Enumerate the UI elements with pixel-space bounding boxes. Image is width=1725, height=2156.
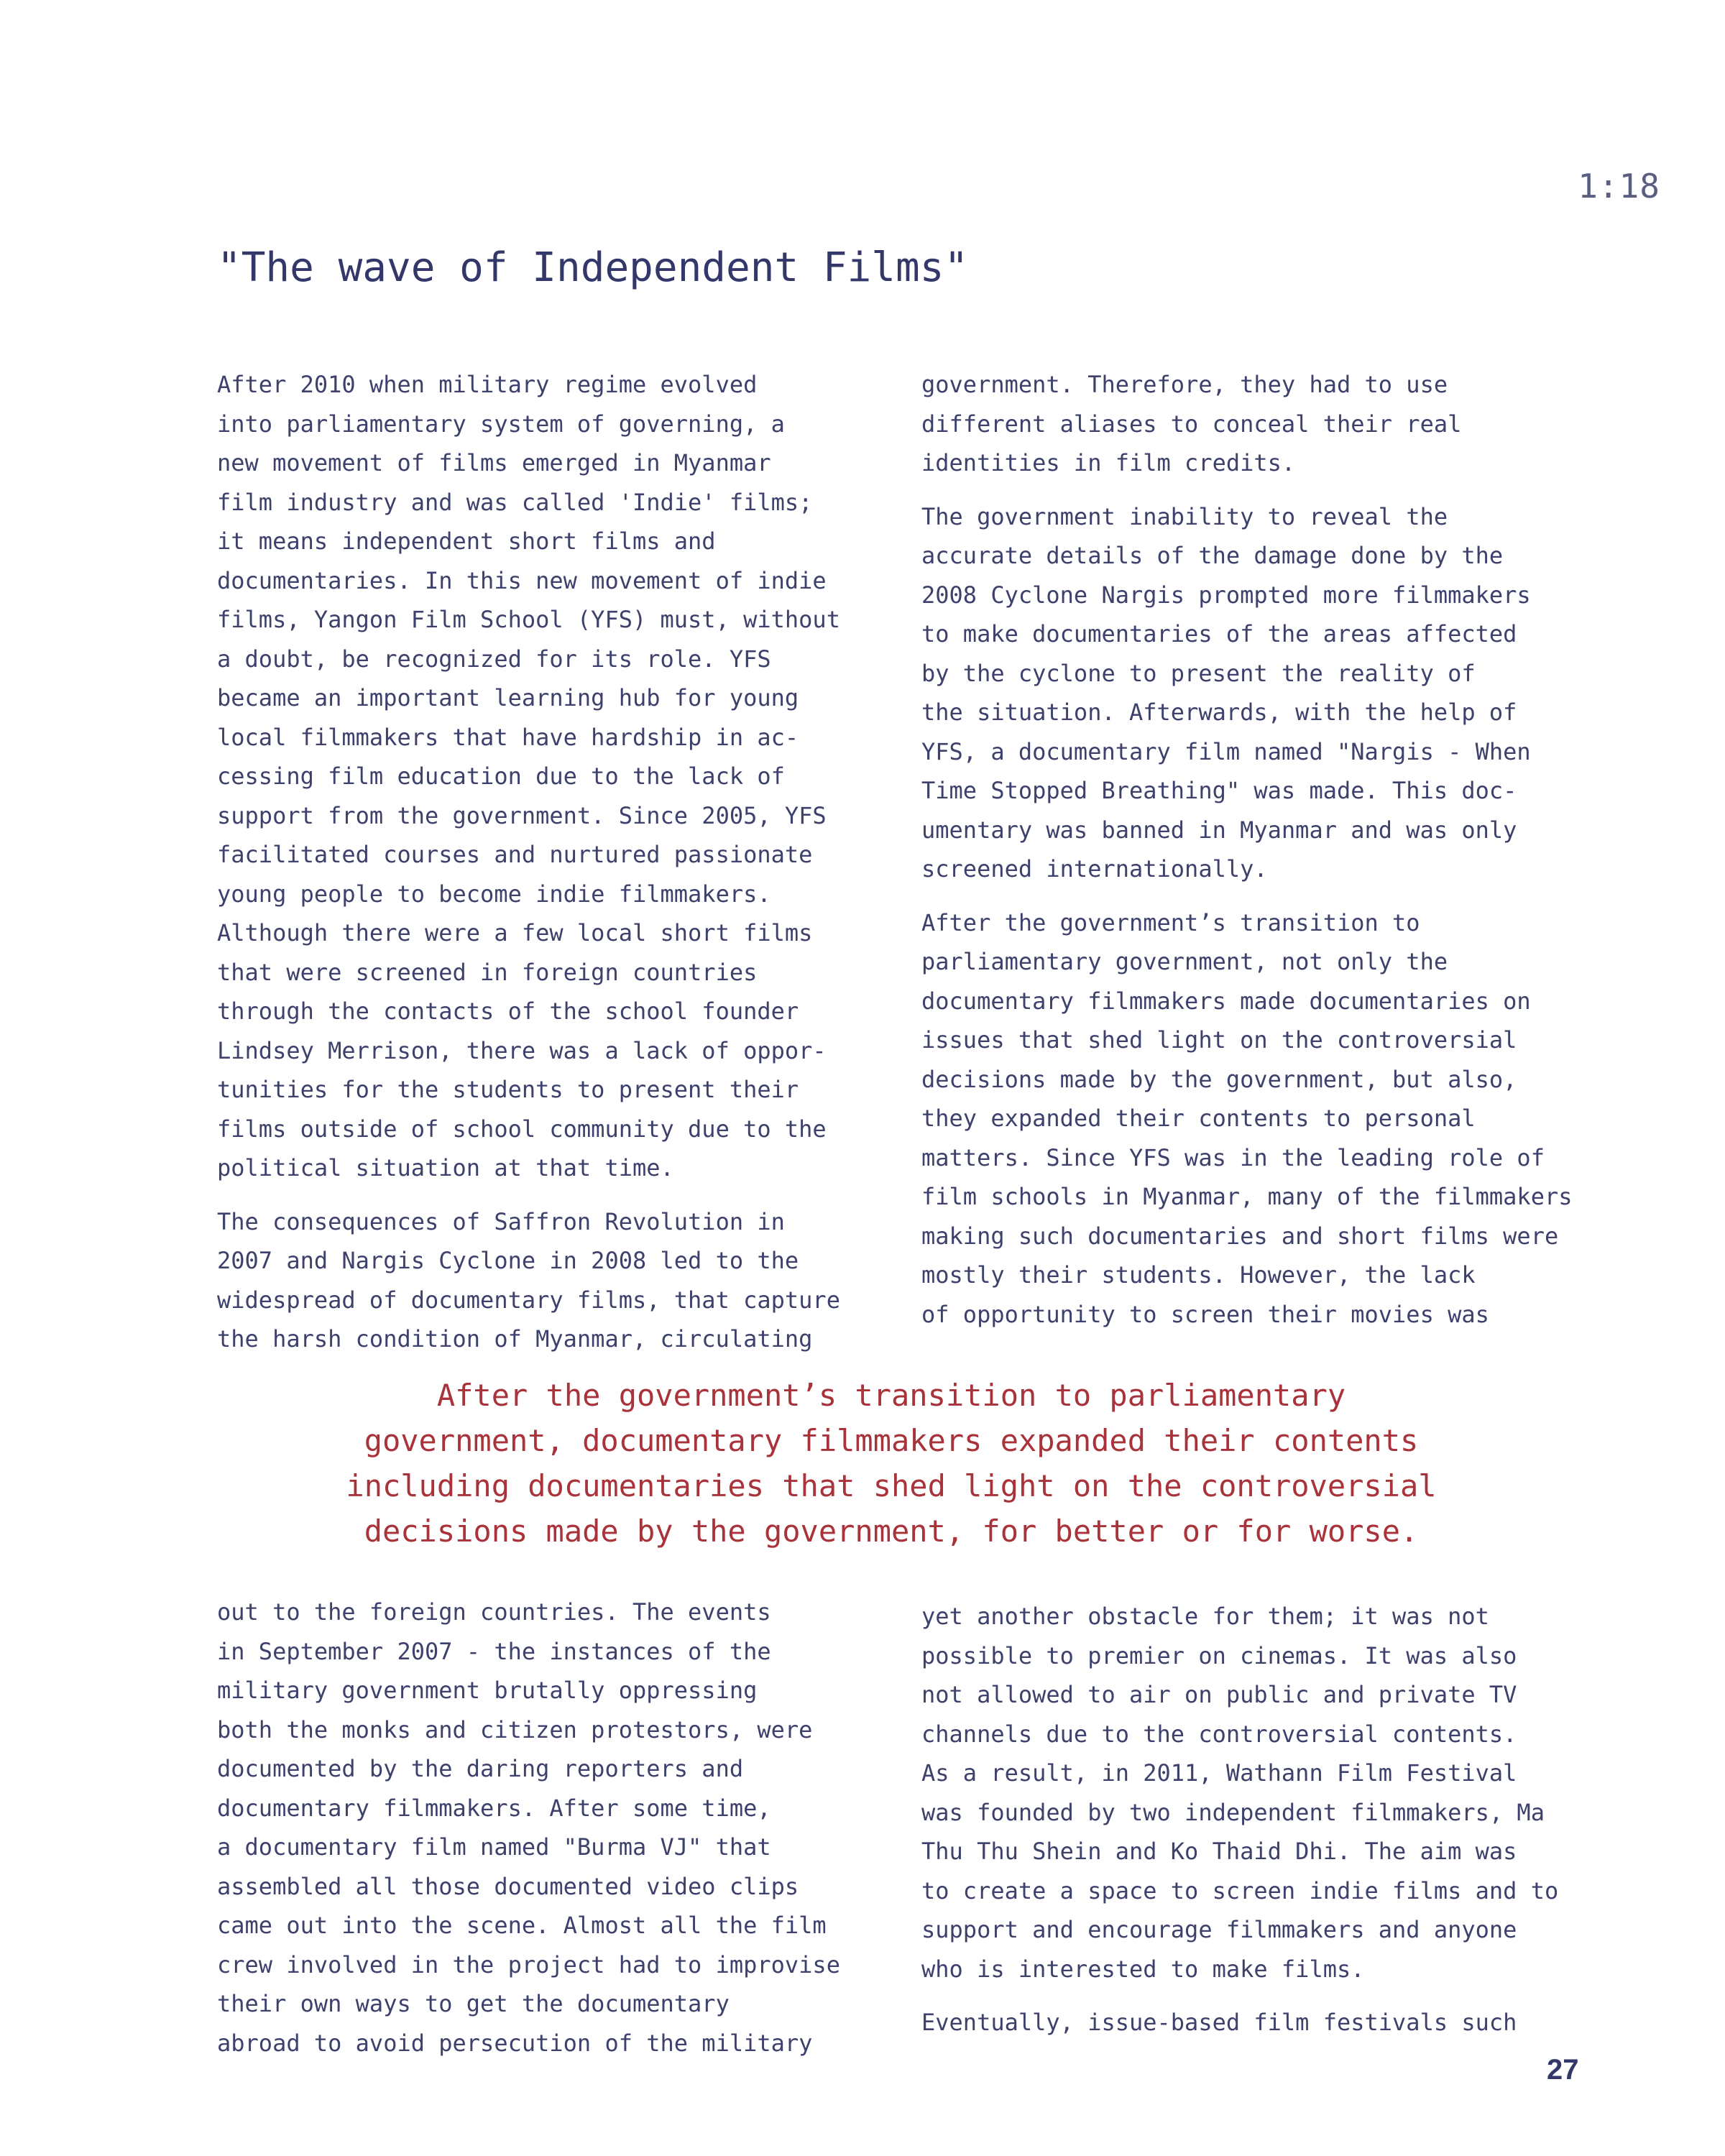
paragraph (921, 2003, 1597, 2042)
text-line: in September 2007 - the instances of the (217, 1637, 771, 1665)
paragraph (217, 1593, 893, 2063)
text-line: documentary filmmakers made documentaries on (921, 987, 1531, 1015)
text-line: Eventually, issue-based film festivals such (921, 2009, 1517, 2036)
text-line: military government brutally oppressing (217, 1677, 758, 1704)
text-line: umentary was banned in Myanmar and was only (921, 816, 1517, 844)
text-line: that were screened in foreign countries (217, 958, 758, 986)
text-line: tunities for the students to present their (217, 1076, 799, 1103)
text-line: to create a space to screen indie films and to (921, 1876, 1559, 1904)
text-line: to make documentaries of the areas affected (921, 620, 1517, 648)
text-line: they expanded their contents to personal (921, 1105, 1476, 1132)
text-line: through the contacts of the school founder (217, 998, 799, 1025)
text-line: parliamentary government, not only the (921, 948, 1448, 975)
text-line: Lindsey Merrison, there was a lack of oppor- (217, 1036, 827, 1064)
text-line: the situation. Afterwards, with the help of (921, 699, 1517, 726)
text-line: their own ways to get the documentary (217, 1990, 730, 2017)
text-line: the harsh condition of Myanmar, circulating (217, 1325, 813, 1353)
text-line: it means independent short films and (217, 528, 716, 555)
paragraph (217, 1202, 893, 1359)
text-line: The government inability to reveal the (921, 502, 1448, 530)
text-line: was founded by two independent filmmakers, Ma (921, 1798, 1545, 1826)
text-line: accurate details of the damage done by the (921, 542, 1504, 569)
text-line: Thu Thu Shein and Ko Thaid Dhi. The aim was (921, 1838, 1517, 1865)
text-line: yet another obstacle for them; it was not (921, 1603, 1489, 1630)
text-line: new movement of films emerged in Myanmar (217, 449, 771, 476)
text-line: films outside of school community due to the (217, 1115, 827, 1143)
text-line: assembled all those documented video clips (217, 1872, 799, 1900)
text-line: documentaries. In this new movement of indie (217, 566, 827, 594)
text-line: of opportunity to screen their movies was (921, 1300, 1489, 1328)
paragraph (921, 497, 1597, 889)
text-line: decisions made by the government, for better or for worse. (364, 1514, 1419, 1549)
text-line: who is interested to make films. (921, 1955, 1365, 1983)
text-line: became an important learning hub for young (217, 684, 799, 711)
text-line: film industry and was called 'Indie' films; (217, 488, 813, 516)
text-line: cessing film education due to the lack of (217, 763, 785, 790)
column-bottom-left (217, 1593, 893, 2077)
text-line: Time Stopped Breathing" was made. This doc- (921, 777, 1517, 804)
text-line: YFS, a documentary film named "Nargis - When (921, 737, 1531, 765)
text-line: After the government’s transition to (921, 908, 1420, 936)
text-line: possible to premier on cinemas. It was also (921, 1641, 1517, 1669)
paragraph (921, 1597, 1597, 1989)
text-line: local filmmakers that have hardship in ac- (217, 723, 799, 751)
section-number: 1:18 (1578, 167, 1660, 206)
text-line: both the monks and citizen protestors, were (217, 1715, 813, 1743)
text-line: As a result, in 2011, Wathann Film Festival (921, 1759, 1517, 1787)
text-line: mostly their students. However, the lack (921, 1261, 1476, 1289)
article-title: "The wave of Independent Films" (217, 244, 969, 291)
paragraph (217, 365, 893, 1188)
text-line: young people to become indie filmmakers. (217, 880, 771, 908)
text-line: screened internationally. (921, 855, 1268, 883)
text-line: documented by the daring reporters and (217, 1755, 744, 1782)
paragraph (921, 365, 1597, 483)
column-top-right (921, 365, 1597, 1348)
column-bottom-right (921, 1597, 1597, 2057)
text-line: by the cyclone to present the reality of (921, 659, 1476, 687)
text-line: widespread of documentary films, that capture (217, 1286, 840, 1314)
text-line: The consequences of Saffron Revolution in (217, 1207, 785, 1235)
text-line: making such documentaries and short films were (921, 1222, 1559, 1250)
text-line: films, Yangon Film School (YFS) must, without (217, 606, 840, 633)
text-line: political situation at that time. (217, 1154, 674, 1181)
text-line: 2008 Cyclone Nargis prompted more filmmakers (921, 581, 1531, 609)
text-line: support and encourage filmmakers and anyone (921, 1916, 1517, 1943)
page-number: 27 (1547, 2054, 1579, 2086)
text-line: film schools in Myanmar, many of the filmmakers (921, 1183, 1573, 1210)
text-line: government, documentary filmmakers expanded their contents (364, 1423, 1419, 1458)
text-line: facilitated courses and nurtured passionate (217, 841, 813, 868)
text-line: 2007 and Nargis Cyclone in 2008 led to the (217, 1247, 799, 1274)
text-line: identities in film credits. (921, 449, 1296, 476)
text-line: documentary filmmakers. After some time, (217, 1794, 771, 1822)
text-line: out to the foreign countries. The events (217, 1598, 771, 1626)
text-line: matters. Since YFS was in the leading role of (921, 1143, 1545, 1171)
text-line: crew involved in the project had to improvise (217, 1950, 840, 1978)
text-line: After the government’s transition to parliamentary (436, 1378, 1346, 1413)
text-line: came out into the scene. Almost all the film (217, 1912, 827, 1939)
text-line: decisions made by the government, but also, (921, 1065, 1517, 1093)
text-line: a documentary film named "Burma VJ" that (217, 1833, 771, 1861)
column-top-left (217, 365, 893, 1373)
text-line: support from the government. Since 2005, YFS (217, 801, 827, 829)
text-line: After 2010 when military regime evolved (217, 371, 758, 398)
text-line: issues that shed light on the controversial (921, 1026, 1517, 1054)
text-line: abroad to avoid persecution of the military (217, 2029, 813, 2057)
pull-quote (216, 1373, 1567, 1554)
text-line: including documentaries that shed light on the controversial (346, 1468, 1437, 1503)
paragraph (921, 903, 1597, 1335)
text-line: into parliamentary system of governing, a (217, 410, 785, 438)
text-line: Although there were a few local short films (217, 919, 813, 946)
text-line: a doubt, be recognized for its role. YFS (217, 645, 771, 673)
text-line: not allowed to air on public and private TV (921, 1681, 1517, 1708)
text-line: channels due to the controversial contents. (921, 1720, 1517, 1748)
text-line: different aliases to conceal their real (921, 410, 1462, 438)
text-line: government. Therefore, they had to use (921, 371, 1448, 398)
